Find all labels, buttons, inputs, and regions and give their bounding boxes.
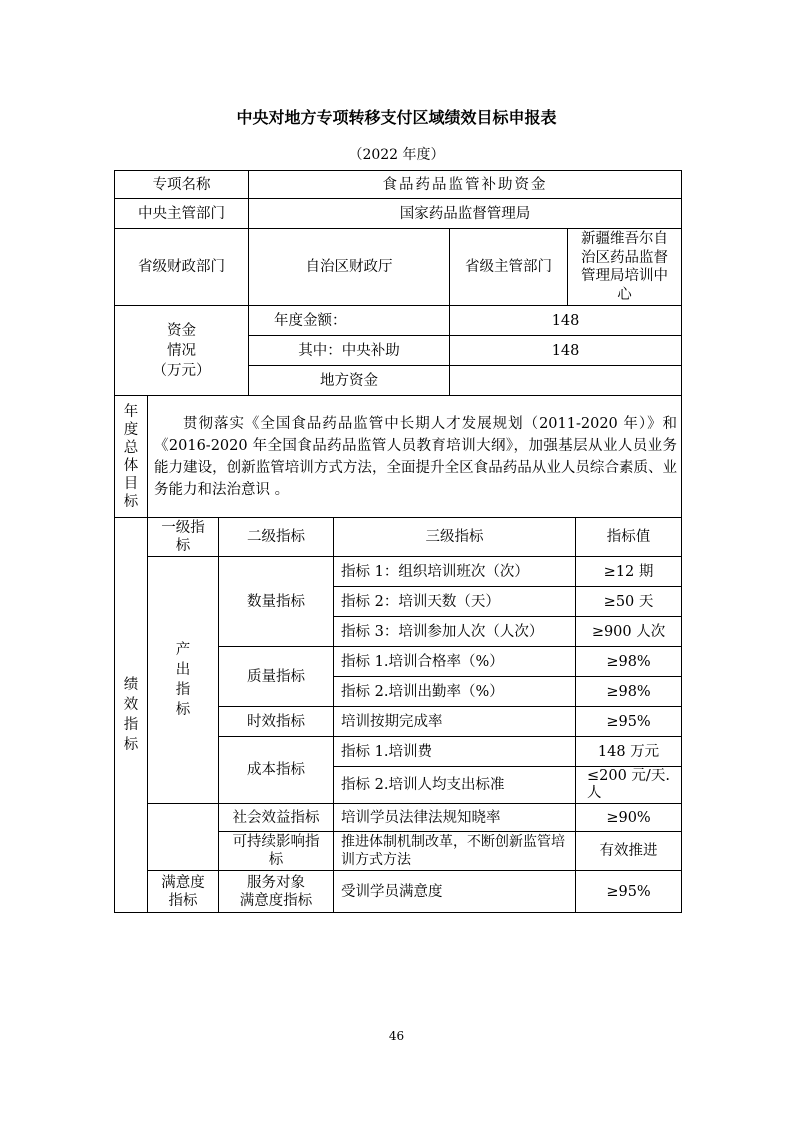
indicator-value: 有效推进	[576, 832, 682, 871]
provincial-finance-value: 自治区财政厅	[249, 229, 450, 306]
indicator-name: 指标 2.培训人均支出标准	[334, 767, 576, 804]
output-label: 产出指标	[175, 642, 191, 718]
provincial-dept-cell	[568, 229, 682, 306]
indicator-value: 148 万元	[576, 737, 682, 767]
table-row	[115, 557, 682, 587]
indicator-name: 指标 2：培训天数（天）	[334, 587, 576, 617]
provincial-dept-label: 省级主管部门	[450, 229, 568, 306]
row-provincial	[115, 229, 682, 306]
indicator-name: 培训学员法律法规知晓率	[334, 804, 576, 832]
indicator-name: 指标 1.培训合格率（%）	[334, 647, 576, 677]
indicator-value: ≤200 元/天. 人	[576, 767, 682, 804]
quality-label: 质量指标	[219, 647, 334, 707]
performance-target-form	[114, 170, 682, 913]
row-annual-goal	[115, 396, 682, 518]
indicator-name: 推进体制机制改革，不断创新监管培训方式方法	[334, 832, 576, 871]
header-level1: 一级指 标	[148, 518, 219, 557]
quantity-label: 数量指标	[219, 557, 334, 647]
central-dept-label: 中央主管部门	[115, 199, 249, 229]
fund-local-label: 地方资金	[249, 366, 450, 396]
output-label-cell	[148, 557, 219, 804]
indicator-value: ≥90%	[576, 804, 682, 832]
row-performance-header	[115, 518, 682, 557]
indicator-value: ≥98%	[576, 647, 682, 677]
fund-annual-value: 148	[450, 306, 682, 336]
fund-local-value	[450, 366, 682, 396]
indicator-name: 受训学员满意度	[334, 871, 576, 913]
table-row	[115, 871, 682, 913]
central-dept-value: 国家药品监督管理局	[249, 199, 682, 229]
row-fund-annual	[115, 306, 682, 336]
fund-central-label: 其中：中央补助	[249, 336, 450, 366]
level1-empty-cell	[148, 804, 219, 871]
header-value: 指标值	[576, 518, 682, 557]
document-year: （2022 年度）	[348, 147, 445, 163]
indicator-name: 指标 3：培训参加人次（人次）	[334, 617, 576, 647]
project-name-value: 食品药品监管补助资金	[249, 171, 682, 199]
indicator-value: ≥12 期	[576, 557, 682, 587]
indicator-value: ≥95%	[576, 707, 682, 737]
service-label: 服务对象 满意度指标	[219, 871, 334, 913]
header-level2: 二级指标	[219, 518, 334, 557]
fund-annual-label: 年度金额：	[249, 306, 450, 336]
fund-central-value: 148	[450, 336, 682, 366]
satisfaction-label: 满意度 指标	[148, 871, 219, 913]
performance-label: 绩效指标	[123, 677, 139, 753]
indicator-name: 培训按期完成率	[334, 707, 576, 737]
page-number: 46	[388, 1029, 405, 1043]
document-title: 中央对地方专项转移支付区域绩效目标申报表	[236, 108, 557, 127]
header-level3: 三级指标	[334, 518, 576, 557]
annual-goal-label: 年度总体目标	[123, 403, 139, 510]
social-label: 社会效益指标	[219, 804, 334, 832]
performance-label-cell	[115, 518, 148, 913]
annual-goal-text: 贯彻落实《全国食品药品监管中长期人才发展规划（2011-2020 年）》和《2016-2020 年全国食品药品监管人员教育培训大纲》，加强基层从业人员业务能力建设，创新监管培训方式方法，全面提升全区食品药品从业人员综合素质、业务能力和法治意识 。	[148, 396, 682, 518]
indicator-value: ≥98%	[576, 677, 682, 707]
project-name-label: 专项名称	[115, 171, 249, 199]
indicator-name: 指标 1：组织培训班次（次）	[334, 557, 576, 587]
indicator-name: 指标 1.培训费	[334, 737, 576, 767]
funds-label: 资金 情况 （万元）	[115, 306, 249, 396]
cost-label: 成本指标	[219, 737, 334, 804]
provincial-dept-value: 新疆维吾尔自治区药品监督管理局培训中心	[581, 231, 669, 303]
row-central-dept	[115, 199, 682, 229]
indicator-value: ≥50 天	[576, 587, 682, 617]
provincial-finance-label: 省级财政部门	[115, 229, 249, 306]
row-project-name	[115, 171, 682, 199]
indicator-name: 指标 2.培训出勤率（%）	[334, 677, 576, 707]
indicator-value: ≥95%	[576, 871, 682, 913]
table-row	[115, 804, 682, 832]
annual-goal-label-cell	[115, 396, 148, 518]
indicator-value: ≥900 人次	[576, 617, 682, 647]
sustainable-label: 可持续影响指 标	[219, 832, 334, 871]
timeliness-label: 时效指标	[219, 707, 334, 737]
